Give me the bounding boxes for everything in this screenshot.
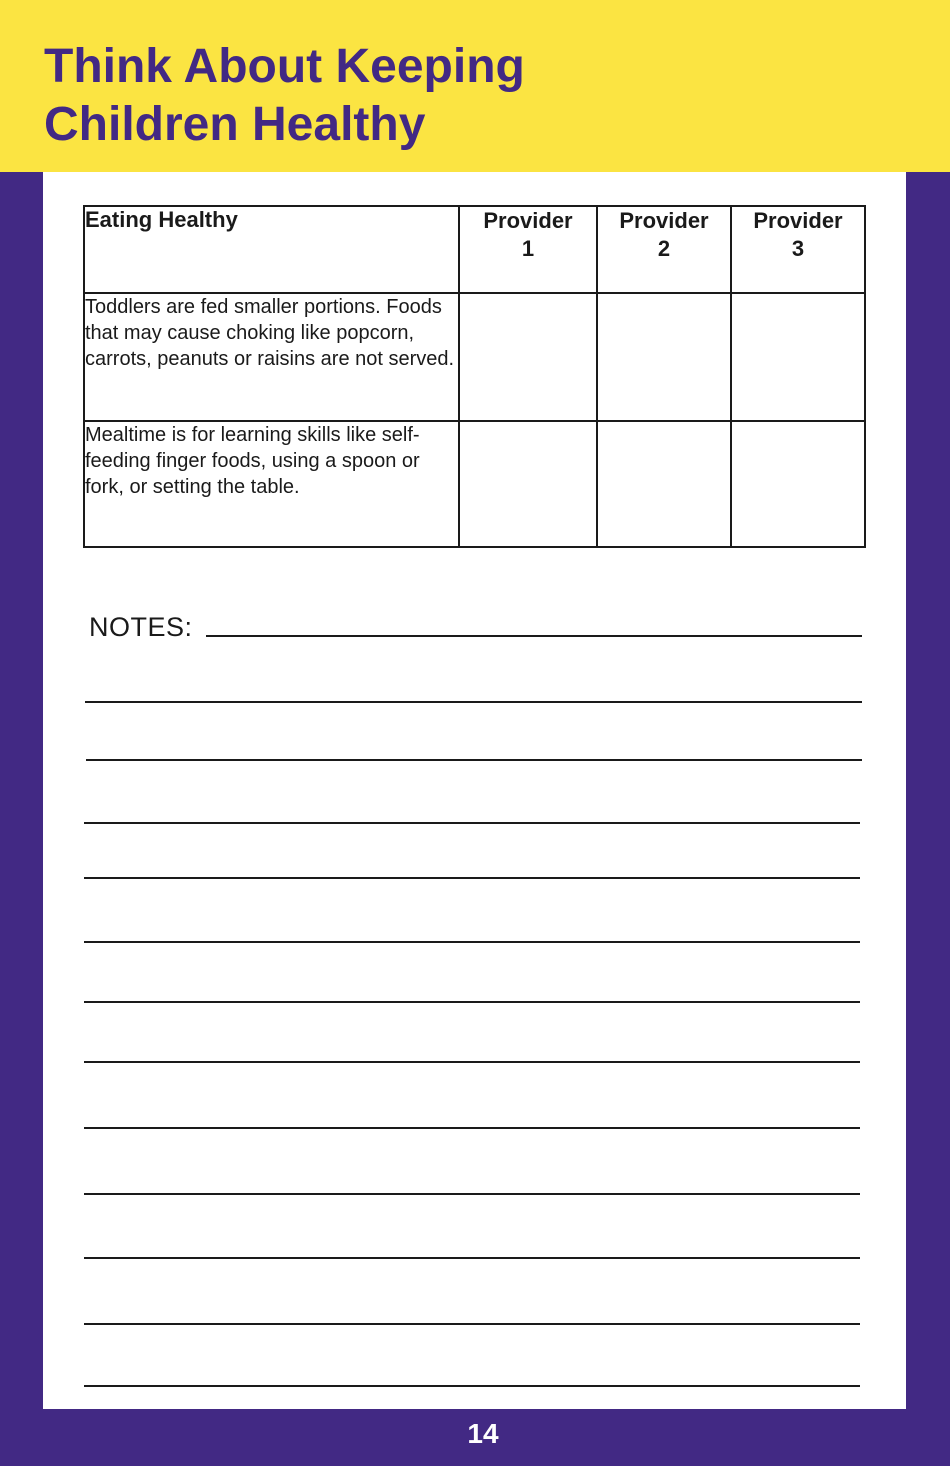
- worksheet-panel: [43, 172, 906, 1409]
- provider-checklist-table: [83, 205, 866, 548]
- provider-header-number: 2: [657, 236, 671, 261]
- provider-1-check-cell[interactable]: [459, 293, 597, 421]
- provider-header-label: Provider: [619, 208, 709, 233]
- provider-2-check-cell[interactable]: [597, 293, 731, 421]
- notes-line[interactable]: [86, 759, 862, 761]
- page-title-line-1: Think About Keeping: [44, 40, 525, 93]
- provider-3-check-cell[interactable]: [731, 293, 865, 421]
- provider-header-label: Provider: [483, 208, 573, 233]
- provider-2-header: [597, 206, 731, 293]
- notes-label: NOTES:: [89, 612, 193, 642]
- table-header-row: [84, 206, 865, 293]
- table-row: [84, 293, 865, 421]
- notes-line[interactable]: [84, 877, 860, 879]
- notes-line[interactable]: [84, 1323, 860, 1325]
- notes-line[interactable]: [84, 1193, 860, 1195]
- criteria-text: Mealtime is for learning skills like self-feeding finger foods, using a spoon or fork, or setting the table.: [84, 421, 459, 547]
- header-banner: [0, 0, 950, 172]
- provider-1-check-cell[interactable]: [459, 421, 597, 547]
- notes-line[interactable]: [85, 701, 862, 703]
- page-number: 14: [467, 1418, 499, 1449]
- notes-line[interactable]: [84, 1385, 860, 1387]
- category-header: Eating Healthy: [84, 206, 459, 293]
- criteria-text: Toddlers are fed smaller portions. Foods that may cause choking like popcorn, carrots, peanuts or raisins are not served.: [84, 293, 459, 421]
- notes-line[interactable]: [84, 1257, 860, 1259]
- notes-line[interactable]: [206, 635, 862, 637]
- table-row: [84, 421, 865, 547]
- notes-line[interactable]: [84, 941, 860, 943]
- provider-3-check-cell[interactable]: [731, 421, 865, 547]
- notes-line[interactable]: [84, 822, 860, 824]
- notes-line[interactable]: [84, 1061, 860, 1063]
- provider-header-label: Provider: [753, 208, 843, 233]
- provider-header-number: 1: [521, 236, 535, 261]
- page-title: [44, 38, 525, 154]
- provider-3-header: [731, 206, 865, 293]
- provider-2-check-cell[interactable]: [597, 421, 731, 547]
- provider-1-header: [459, 206, 597, 293]
- page-title-line-2: Children Healthy: [44, 98, 426, 151]
- notes-line[interactable]: [84, 1127, 860, 1129]
- notes-line[interactable]: [84, 1001, 860, 1003]
- provider-header-number: 3: [791, 236, 805, 261]
